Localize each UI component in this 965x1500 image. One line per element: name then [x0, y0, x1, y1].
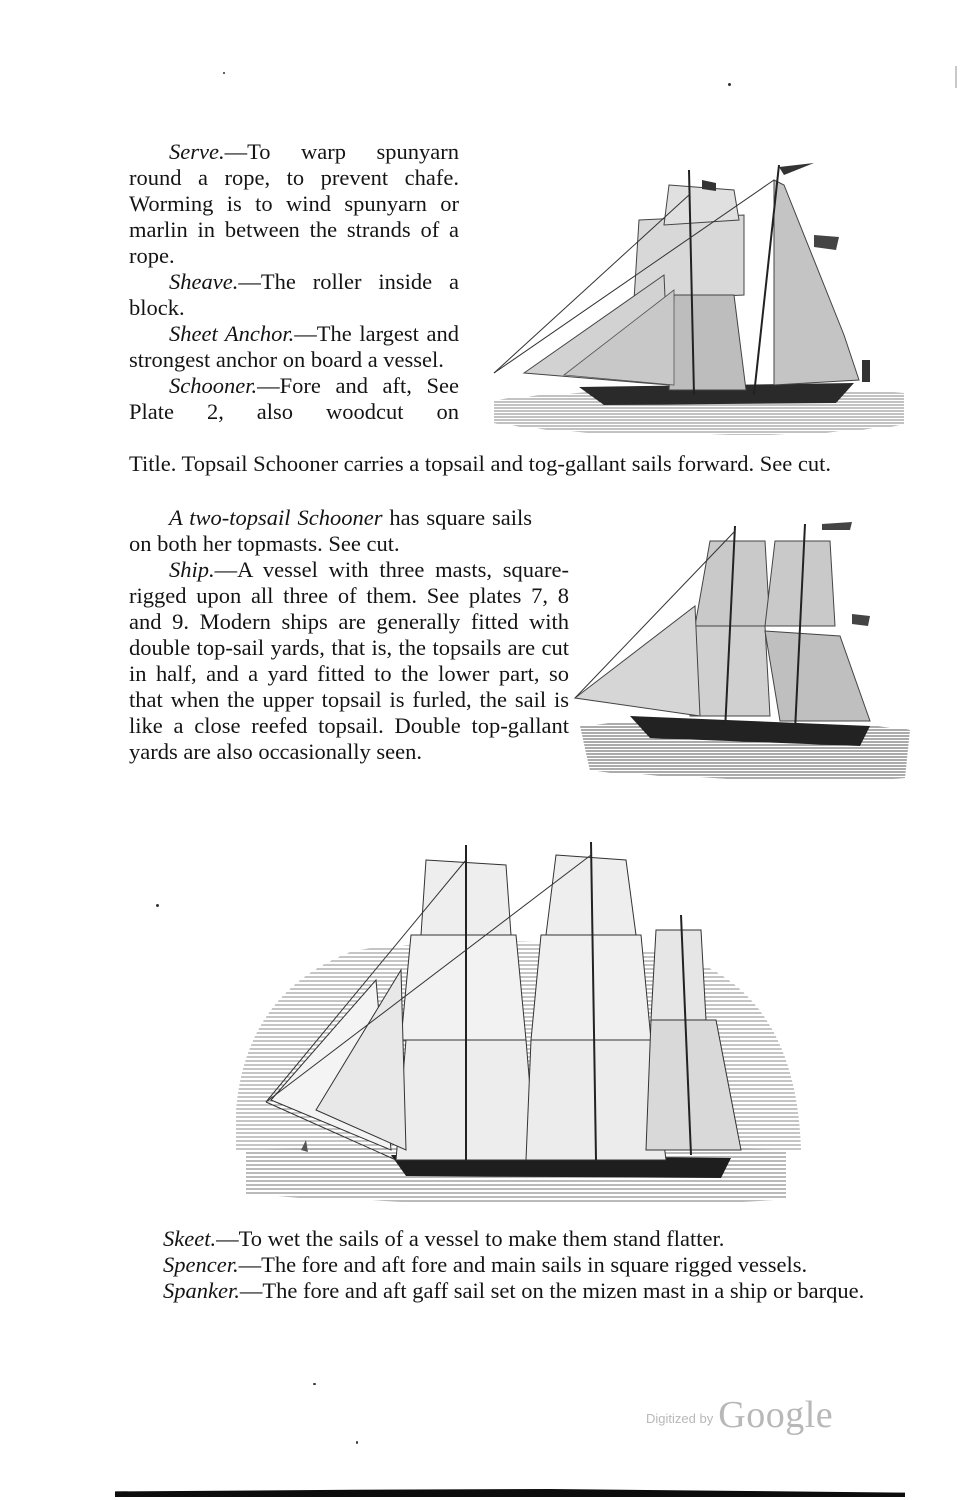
- text-column-bottom: [123, 1226, 909, 1304]
- watermark-digitized-by: Digitized by: [646, 1411, 714, 1426]
- entry-definition: —Fore and aft, See Plate 2, also woodcut on: [129, 373, 459, 424]
- speck: [156, 904, 159, 907]
- entry-serve: [129, 139, 459, 269]
- speck: [313, 1383, 316, 1385]
- entry-definition: —The roller inside a block.: [129, 269, 459, 320]
- entry-definition: —The fore and aft fore and main sails in square rigged vessels.: [238, 1252, 808, 1277]
- entry-term: Serve.: [169, 139, 225, 164]
- entry-spanker: [123, 1278, 909, 1304]
- entry-definition: —The largest and strongest anchor on board a vessel.: [129, 321, 459, 372]
- entry-term: Spencer.: [163, 1252, 239, 1277]
- entry-definition: has square sails on both her topmasts. See cut.: [129, 505, 533, 556]
- full-rigged-ship-woodcut: [226, 840, 806, 1210]
- text-column-middle: [129, 505, 569, 765]
- entry-skeet: [123, 1226, 909, 1252]
- watermark-google: Google: [718, 1394, 834, 1436]
- speck: [356, 1441, 358, 1444]
- entry-term: Sheave.: [169, 269, 239, 294]
- speck: [728, 83, 731, 86]
- entry-definition: —A vessel with three masts, square-rigged upon all three of them. See plates 7, 8 and 9. Modern ships are generally fitted with double top-sail yards, that is, the topsails are cut in half, and a yard fitted to the lower part, so that when the upper topsail is furled, the sail is like a close reefed topsail. Double top-gallant yards are also occasionally seen.: [129, 557, 569, 764]
- entry-term: Ship.: [169, 557, 215, 582]
- schooner-continuation-text: Title. Topsail Schooner carries a topsail and tog-gallant sails forward. See cut.: [129, 451, 832, 476]
- schooner-continuation: [129, 451, 911, 477]
- scan-edge-bar: [115, 1489, 905, 1497]
- entry-term: Schooner.: [169, 373, 258, 398]
- entry-definition: —To warp spunyarn round a rope, to prevent chafe. Worming is to wind spunyarn or marlin in between the strands of a rope.: [129, 139, 459, 268]
- entry-definition: —To wet the sails of a vessel to make them stand flatter.: [216, 1226, 725, 1251]
- entry-spencer: [123, 1252, 909, 1278]
- speck: [223, 72, 225, 74]
- topsail-schooner-woodcut: [484, 155, 914, 435]
- entry-two-topsail-schooner: [129, 505, 532, 557]
- entry-ship: [129, 557, 569, 765]
- entry-term: Spanker.: [163, 1278, 240, 1303]
- entry-sheave: [129, 269, 459, 321]
- entry-term: Sheet Anchor.: [169, 321, 295, 346]
- entry-term: A two-topsail Schooner: [169, 505, 383, 530]
- entry-term: Skeet.: [163, 1226, 217, 1251]
- margin-mark: [955, 66, 957, 88]
- entry-sheet-anchor: [129, 321, 459, 373]
- entry-definition: —The fore and aft gaff sail set on the mizen mast in a ship or barque.: [239, 1278, 865, 1303]
- two-topsail-schooner-woodcut: [560, 516, 912, 784]
- entry-schooner: [129, 373, 459, 425]
- text-column-top: [129, 139, 459, 425]
- google-watermark: [646, 1393, 833, 1437]
